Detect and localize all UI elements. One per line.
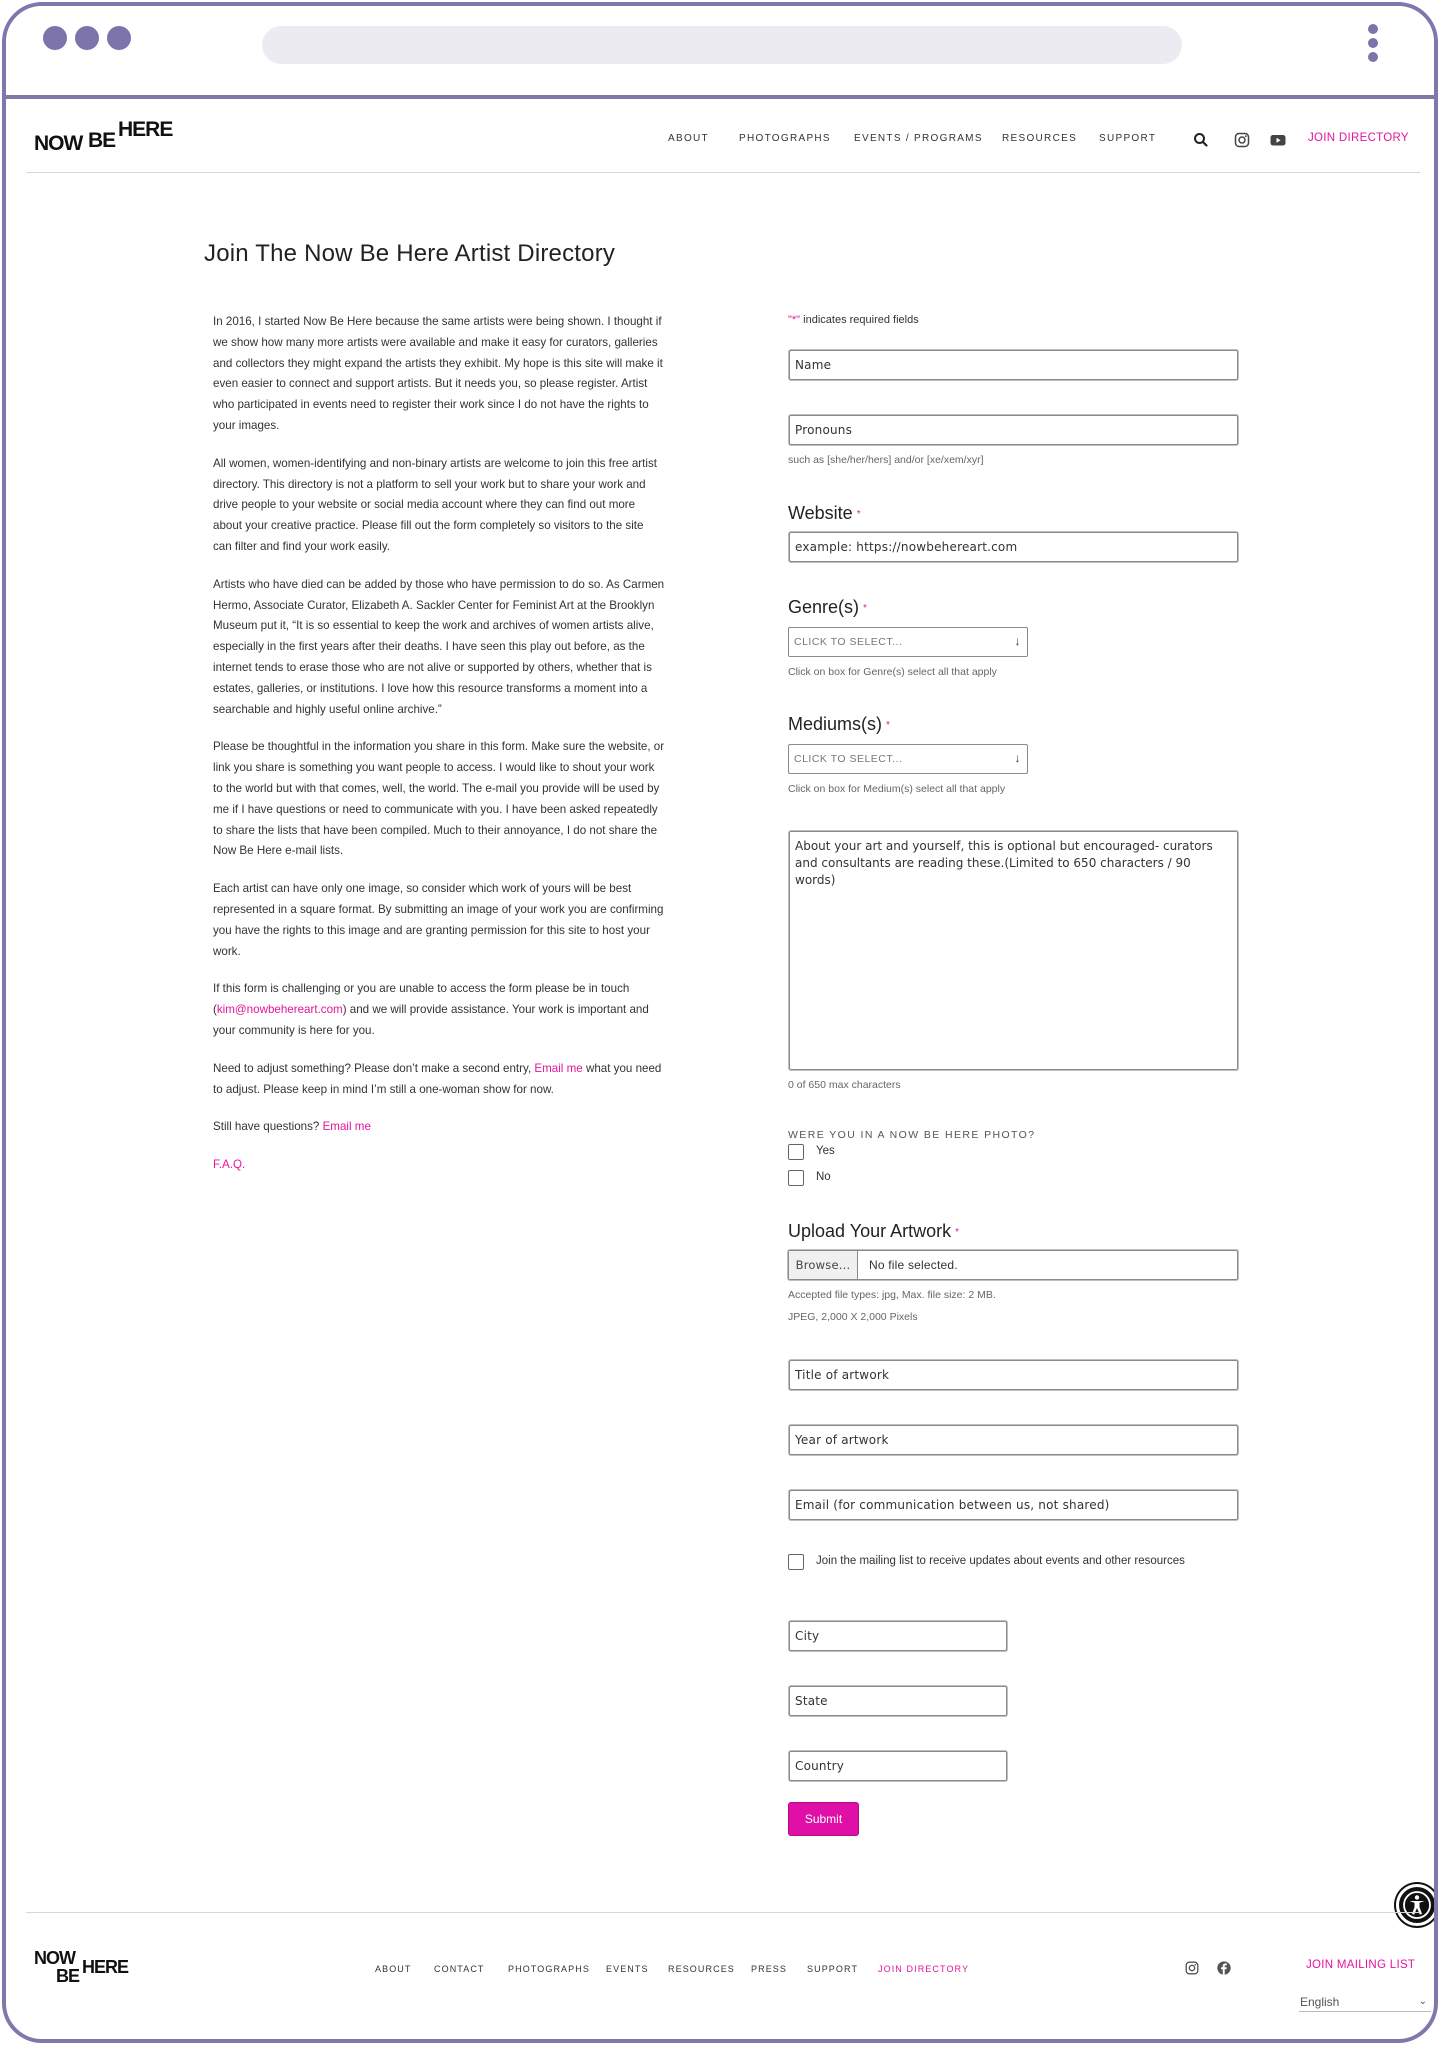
website-label-text: Website — [788, 503, 853, 523]
website-input[interactable] — [789, 532, 1238, 562]
search-icon[interactable] — [1192, 131, 1210, 149]
footer-logo-here: HERE — [82, 1957, 129, 1977]
mediums-select[interactable] — [788, 744, 1028, 774]
intro-text — [213, 312, 665, 1193]
accessibility-icon — [1399, 1887, 1435, 1923]
browser-menu-icon[interactable] — [1368, 24, 1378, 66]
intro-paragraph: Artists who have died can be added by those who have permission to do so. As Carmen Hermo, Associate Curator, Elizabeth A. Sackler Center for Feminist Art at the Brooklyn Museum put it, “It is so essential to keep the work and archives of women artists alive, especially in the first years after their deaths. I have seen this play out before, as the internet tends to erase those who are not alive or supported by others, whether that is estates, galleries, or institutions. I love how this resource transforms a moment into a searchable and highly useful online archive.” — [213, 577, 665, 716]
footer-logo-now: NOW — [34, 1948, 75, 1968]
footer-nav-resources[interactable]: RESOURCES — [668, 1964, 735, 1974]
name-input[interactable] — [789, 350, 1238, 380]
select-arrow-icon: ↓ — [1014, 634, 1021, 648]
footer-nav-contact[interactable]: CONTACT — [434, 1964, 485, 1974]
mediums-label-text: Mediums(s) — [788, 714, 883, 734]
address-bar[interactable] — [262, 26, 1182, 64]
window-dot-red[interactable] — [43, 26, 67, 50]
questions-email-link[interactable]: Email me — [322, 1120, 371, 1134]
footer-nav-join-directory[interactable]: JOIN DIRECTORY — [878, 1964, 970, 1974]
photo-no-label: No — [816, 1171, 831, 1183]
footer-nav-about[interactable]: ABOUT — [375, 1964, 412, 1974]
artwork-title-input[interactable] — [789, 1360, 1238, 1390]
submit-button[interactable]: Submit — [789, 1803, 858, 1835]
intro-paragraph: Each artist can have only one image, so consider which work of yours will be best represented in a square format. By submitting an image of your work you are confirming you have the rights to this image and are granting permission for this site to host your work. — [213, 882, 664, 958]
contact-text: If this form is challenging or you are unable to access the form please be in touch ( — [213, 982, 630, 1017]
mailing-list-checkbox[interactable] — [788, 1554, 804, 1570]
nav-photographs[interactable]: PHOTOGRAPHS — [739, 133, 831, 144]
mailing-list-label: Join the mailing list to receive updates about events and other resources — [816, 1555, 1185, 1567]
artwork-year-input[interactable] — [789, 1425, 1238, 1455]
about-textarea[interactable] — [789, 831, 1238, 1070]
nav-support[interactable]: SUPPORT — [1099, 133, 1157, 144]
char-count: 0 of 650 max characters — [788, 1079, 901, 1091]
site-logo[interactable] — [34, 118, 174, 158]
browser-frame — [2, 2, 1438, 2043]
required-marker: * — [856, 508, 861, 520]
file-hint: Accepted file types: jpg, Max. file size: 2 MB. — [788, 1289, 996, 1301]
chevron-down-icon: ⌄ — [1418, 1996, 1427, 2007]
adjust-text: Need to adjust something? Please don’t make a second entry, — [213, 1061, 535, 1075]
language-value: English — [1300, 1995, 1340, 2009]
adjust-email-link[interactable]: Email me — [534, 1061, 583, 1075]
questions-text: Still have questions? — [213, 1120, 323, 1134]
footer-logo[interactable] — [34, 1948, 144, 1994]
footer-divider — [26, 1912, 1420, 1913]
window-dot-yellow[interactable] — [75, 26, 99, 50]
logo-now: NOW — [34, 132, 83, 155]
nav-about[interactable]: ABOUT — [668, 133, 709, 144]
adjust-text: what you need to adjust. Please keep in mind I’m still a one-woman show for now. — [213, 1061, 662, 1096]
footer-nav-photographs[interactable]: PHOTOGRAPHS — [508, 1964, 590, 1974]
required-star: "*" — [788, 314, 801, 326]
join-mailing-list-link[interactable]: JOIN MAILING LIST — [1306, 1959, 1416, 1971]
intro-paragraph: All women, women-identifying and non-binary artists are welcome to join this free artist directory. This directory is not a platform to sell your work but to share your work and drive people to your website or social media account where they can find out more about your creative practice. Please fill out the form completely so visitors to the site can filter and find your work easily. — [213, 456, 657, 553]
website-label — [788, 503, 861, 524]
genre-label-text: Genre(s) — [788, 597, 860, 617]
upload-label-text: Upload Your Artwork — [788, 1221, 952, 1241]
genre-select-text: CLICK TO SELECT... — [794, 636, 903, 648]
header-divider — [26, 172, 1420, 173]
faq-paragraph — [213, 1155, 665, 1176]
pronouns-hint: such as [she/her/hers] and/or [xe/xem/xyr] — [788, 454, 984, 466]
browse-button[interactable]: Browse... — [789, 1251, 858, 1279]
pronouns-input[interactable] — [789, 415, 1238, 445]
footer-facebook-icon[interactable] — [1216, 1960, 1232, 1976]
logo-be: BE — [88, 129, 116, 152]
website-placeholder: example: https://nowbehereart.com — [795, 540, 1018, 554]
required-marker: * — [886, 719, 890, 731]
genre-select[interactable] — [788, 627, 1028, 657]
intro-paragraph: In 2016, I started Now Be Here because the same artists were being shown. I thought if we show how many more artists were available and make it easy for curators, galleries and collectors they might expand the artists they exhibit. My hope is this site will make it even easier to connect and support artists. But it needs you, so please register. Artist who participated in events need to register their work since I do not have the rights to your images. — [213, 315, 663, 432]
required-marker: * — [863, 602, 867, 614]
photo-yes-checkbox[interactable] — [788, 1144, 804, 1160]
page-title: Join The Now Be Here Artist Directory — [204, 240, 616, 267]
nav-events-programs[interactable]: EVENTS / PROGRAMS — [854, 133, 983, 144]
mediums-select-text: CLICK TO SELECT... — [794, 753, 903, 765]
logo-here: HERE — [118, 118, 173, 141]
required-note — [788, 314, 919, 326]
questions-paragraph — [213, 1117, 665, 1138]
footer-nav-events[interactable]: EVENTS — [606, 1964, 649, 1974]
file-upload-input[interactable] — [788, 1250, 1238, 1280]
nav-resources[interactable]: RESOURCES — [1002, 133, 1078, 144]
state-placeholder: State — [795, 1694, 828, 1708]
mediums-label — [788, 714, 890, 735]
country-placeholder: Country — [795, 1759, 845, 1773]
no-file-text: No file selected. — [869, 1258, 958, 1272]
genre-hint: Click on box for Genre(s) select all that apply — [788, 666, 997, 678]
language-select[interactable] — [1299, 1992, 1431, 2012]
required-marker: * — [955, 1226, 960, 1238]
instagram-icon[interactable] — [1233, 131, 1251, 149]
join-directory-link[interactable]: JOIN DIRECTORY — [1308, 132, 1409, 144]
email-placeholder: Email (for communication between us, not shared) — [795, 1498, 1110, 1512]
about-placeholder: About your art and yourself, this is optional but encouraged- curators and consultants are reading these.(Limited to 650 characters / 90 words) — [795, 839, 1213, 887]
state-input[interactable] — [789, 1686, 1007, 1716]
browser-toolbar — [6, 6, 1434, 99]
faq-link[interactable]: F.A.Q. — [213, 1158, 246, 1172]
photo-yes-label: Yes — [816, 1145, 835, 1157]
city-placeholder: City — [795, 1629, 820, 1643]
adjust-paragraph — [213, 1059, 665, 1101]
contact-text: ) and we will provide assistance. Your work is important and your community is here for you. — [213, 1003, 649, 1037]
footer-instagram-icon[interactable] — [1184, 1960, 1200, 1976]
select-arrow-icon: ↓ — [1014, 751, 1021, 765]
required-note-text: indicates required fields — [800, 314, 919, 326]
genre-label — [788, 597, 867, 618]
city-input[interactable] — [789, 1621, 1007, 1651]
mediums-hint: Click on box for Medium(s) select all that apply — [788, 783, 1006, 795]
footer-nav-press[interactable]: PRESS — [751, 1964, 788, 1974]
footer-nav-support[interactable]: SUPPORT — [807, 1964, 859, 1974]
contact-paragraph — [213, 979, 665, 1041]
contact-email-link[interactable]: kim@nowbehereart.com — [216, 1003, 343, 1017]
photo-question: WERE YOU IN A NOW BE HERE PHOTO? — [788, 1129, 1036, 1141]
email-input[interactable] — [789, 1490, 1238, 1520]
name-placeholder: Name — [795, 358, 832, 372]
artwork-year-placeholder: Year of artwork — [795, 1433, 889, 1447]
youtube-icon[interactable] — [1269, 131, 1287, 149]
pronouns-placeholder: Pronouns — [795, 423, 853, 437]
country-input[interactable] — [789, 1751, 1007, 1781]
footer-logo-be: BE — [56, 1966, 80, 1986]
intro-paragraph: Please be thoughtful in the information you share in this form. Make sure the website, or link you share is something you want people to access. I would like to shout your work to the world but with that comes, well, the world. The e-mail you provide will be used by me if I have questions or need to communicate with you. I have been asked repeatedly to share the lists that have been compiled. Much to their annoyance, I do not share the Now Be Here e-mail lists. — [213, 740, 665, 858]
photo-no-checkbox[interactable] — [788, 1170, 804, 1186]
file-dimensions-hint: JPEG, 2,000 X 2,000 Pixels — [788, 1311, 918, 1323]
window-dot-green[interactable] — [107, 26, 131, 50]
upload-label — [788, 1221, 959, 1242]
accessibility-button[interactable] — [1396, 1884, 1438, 1926]
artwork-title-placeholder: Title of artwork — [795, 1368, 890, 1382]
